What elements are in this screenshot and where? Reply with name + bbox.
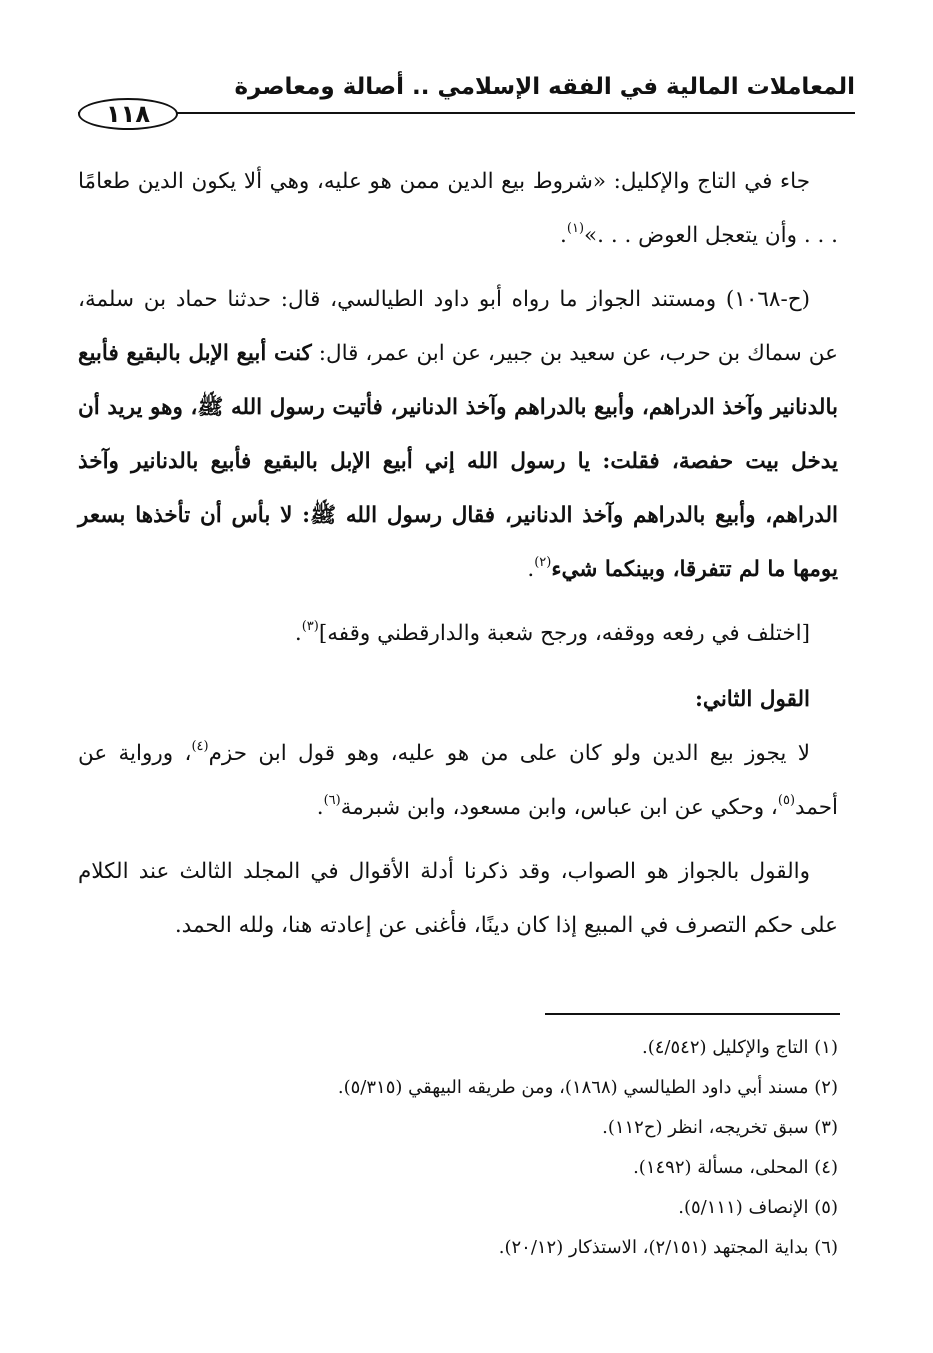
paragraph-text: لا يجوز بيع الدين ولو كان على من هو عليه، وهو قول ابن حزم [208,741,810,766]
footnote-ref-6: (٦) [323,793,341,808]
footnote-ref-3: (٣) [301,619,319,634]
footnote-ref-4: (٤) [191,739,209,754]
paragraph-grading [78,607,838,661]
page-number: ١١٨ [78,98,178,130]
footnote-3: (٣) سبق تخريجه، انظر (ح١١٢). [602,1117,838,1138]
paragraph-conclusion: والقول بالجواز هو الصواب، وقد ذكرنا أدلة الأقوال في المجلد الثالث عند الكلام على حكم التصرف في المبيع إذا كان دينًا، فأغنى عن إعادته هنا، ولله الحمد. [78,859,838,938]
paragraph-second-opinion [78,727,838,835]
sentence-end: . [294,621,302,646]
header-rule [78,112,855,114]
footnotes [78,1028,838,1268]
sentence-end: . [316,795,324,820]
paragraph-text: ، ورواية عن أحمد [78,741,838,820]
section-heading: القول الثاني: [694,687,810,712]
paragraph-text: [اختلف في رفعه ووقفه، ورجح شعبة والدارقطني وقفه] [318,621,810,646]
paragraph-text: جاء في التاج والإكليل: «شروط بيع الدين ممن هو عليه، وهي ألا يكون الدين طعامًا . . . وأن يتعجل العوض . . .» [78,169,838,248]
footnote-6: (٦) بداية المجتهد (٢/١٥١)، الاستذكار (٢٠/١٢). [498,1237,838,1258]
paragraph-hadith [78,273,838,597]
footnote-1: (١) التاج والإكليل (٤/٥٤٢). [642,1037,838,1058]
running-title: المعاملات المالية في الفقه الإسلامي .. أصالة ومعاصرة [234,74,855,100]
sentence-end: . [527,557,535,582]
main-text [78,155,838,953]
footnote-4: (٤) المحلى، مسألة (١٤٩٢). [633,1157,838,1178]
paragraph-intro: (ح-١٠٦٨) ومستند الجواز ما رواه أبو داود الطيالسي، قال: حدثنا حماد بن سلمة، عن سماك بن حرب، عن سعيد بن جبير، عن ابن عمر، قال: [78,287,838,366]
footnote-2: (٢) مسند أبي داود الطيالسي (١٨٦٨)، ومن طريقه البيهقي (٥/٣١٥). [337,1077,838,1098]
footnote-rule [545,1013,840,1015]
paragraph-text: ، وحكي عن ابن عباس، وابن مسعود، وابن شبرمة [340,795,778,820]
page-header [78,62,855,128]
sentence-end: . [560,223,567,248]
footnote-5: (٥) الإنصاف (٥/١١١). [678,1197,838,1218]
footnote-ref-5: (٥) [777,793,796,808]
footnote-ref-2: (٢) [534,555,552,570]
hadith-text: كنت أبيع الإبل بالبقيع فأبيع بالدنانير وآخذ الدراهم، وأبيع بالدراهم وآخذ الدنانير، فأتيت رسول الله ﷺ، وهو يريد أن يدخل بيت حفصة، فقلت: يا رسول الله إني أبيع الإبل بالبقيع فأبيع بالدنانير وآخذ الدراهم، وأبيع بالدراهم وآخذ الدنانير، فقال رسول الله ﷺ: لا بأس أن تأخذها بسعر يومها ما لم تتفرقا، وبينكما شيء [78,341,838,582]
paragraph-taj-quote [78,155,838,263]
footnote-ref-1: (١) [566,221,585,236]
